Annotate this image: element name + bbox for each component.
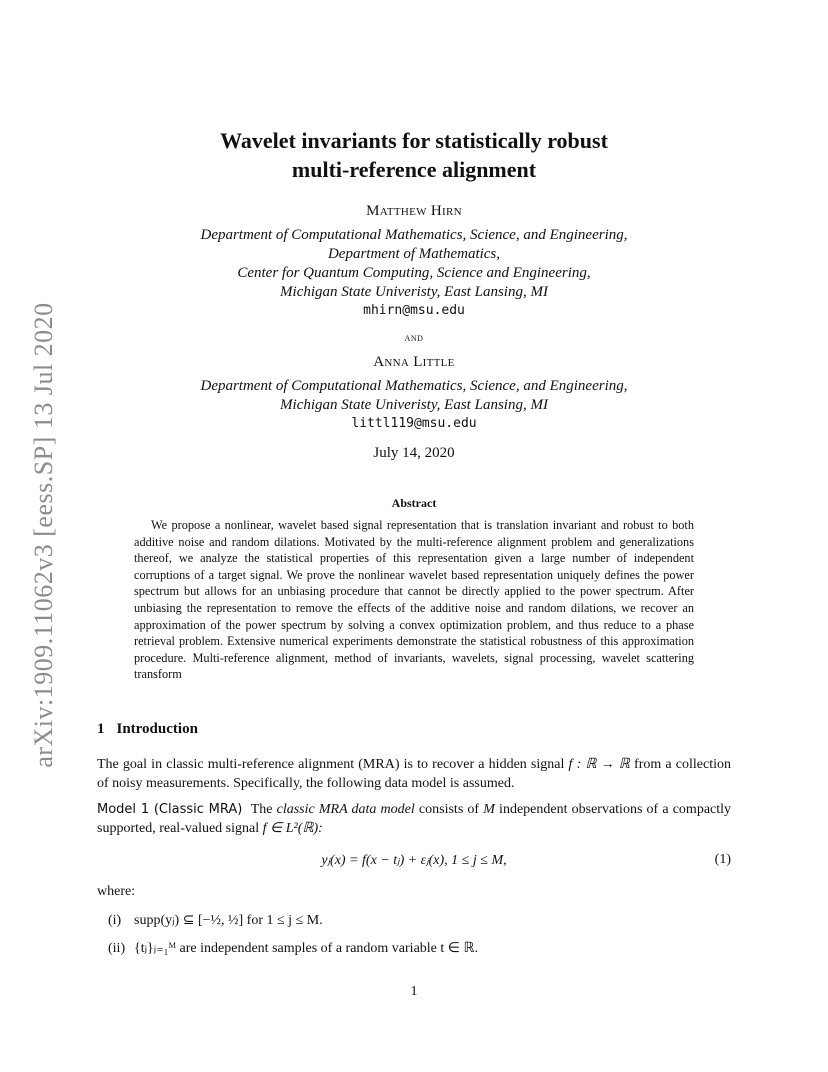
- intro-paragraph: [97, 755, 731, 793]
- condition-label: (i): [108, 913, 122, 928]
- author-affiliation-1: [120, 226, 708, 302]
- author-email-2[interactable]: littl119@msu.edu: [351, 416, 477, 431]
- inline-math: M: [483, 802, 495, 817]
- affiliation-line: Department of Mathematics,: [327, 246, 501, 262]
- title-line-2: multi-reference alignment: [291, 157, 537, 182]
- condition-item: [108, 912, 323, 929]
- author-block-1: [120, 203, 708, 318]
- paper-title: [140, 126, 688, 184]
- affiliation-line: Michigan State Univeristy, East Lansing, MI: [280, 284, 548, 300]
- section-heading-introduction: [97, 721, 198, 738]
- model-text: independent observations of a compactly supported, real-valued signal: [97, 802, 732, 836]
- model-label: Model 1 (Classic MRA): [97, 802, 243, 817]
- where-text: where:: [97, 884, 136, 899]
- model-emphasis: classic MRA data model: [276, 802, 415, 817]
- affiliation-line: Michigan State Univeristy, East Lansing, MI: [280, 397, 548, 413]
- and-separator: and: [404, 330, 424, 344]
- condition-label: (ii): [108, 941, 126, 956]
- condition-text: {tⱼ}ⱼ₌₁ᴹ are independent samples of a random variable t ∈ ℝ.: [134, 941, 479, 956]
- affiliation-line: Center for Quantum Computing, Science and Engineering,: [237, 265, 591, 281]
- condition-item: [108, 940, 478, 957]
- inline-math: f ∈ L²(ℝ):: [262, 821, 323, 836]
- author-name-2: Anna Little: [373, 354, 455, 370]
- abstract-heading: Abstract: [391, 496, 437, 510]
- arxiv-stamp: arXiv:1909.11062v3 [eess.SP] 13 Jul 2020: [29, 302, 58, 768]
- model-text: The: [250, 802, 277, 817]
- equation-number: (1): [714, 852, 731, 867]
- author-email-1[interactable]: mhirn@msu.edu: [363, 303, 465, 318]
- condition-text: supp(yⱼ) ⊆ [−½, ½] for 1 ≤ j ≤ M.: [134, 913, 323, 928]
- intro-text: The goal in classic multi-reference alignment (MRA) is to recover a hidden signal: [97, 757, 569, 772]
- model-definition: [97, 800, 731, 838]
- affiliation-line: Department of Computational Mathematics, Science, and Engineering,: [200, 227, 628, 243]
- author-name-1: Matthew Hirn: [366, 203, 462, 219]
- abstract-text: We propose a nonlinear, wavelet based signal representation that is translation invariant and robust to both additive noise and random dilations. Motivated by the multi-reference alignment problem and generalizations thereof, we analyze the statistical properties of this representation given a large number of independent corruptions of a target signal. We prove the nonlinear wavelet based representation uniquely defines the power spectrum but allows for an unbiasing procedure that cannot be directly applied to the power spectrum. After unbiasing the representation to remove the effects of the additive noise and random dilations, we recover an approximation of the power spectrum by solving a convex optimization problem, and thus reduce to a phase retrieval problem. Extensive numerical experiments demonstrate the statistical robustness of this approximation procedure. Multi-reference alignment, method of invariants, wavelets, signal processing, wavelet scattering transform: [134, 518, 694, 682]
- section-title: Introduction: [116, 721, 198, 737]
- model-text: consists of: [414, 802, 484, 817]
- section-number: 1: [97, 721, 105, 737]
- affiliation-line: Department of Computational Mathematics, Science, and Engineering,: [200, 378, 628, 394]
- intro-text: from a collection of noisy measurements. Specifically, the following data model is assumed.: [97, 757, 732, 791]
- page-number: 1: [410, 984, 418, 999]
- title-line-1: Wavelet invariants for statistically robust: [220, 128, 608, 153]
- author-block-2: [120, 354, 708, 431]
- equation-body: yⱼ(x) = f(x − tⱼ) + εⱼ(x), 1 ≤ j ≤ M,: [321, 853, 507, 868]
- inline-math: f : ℝ → ℝ: [568, 757, 630, 772]
- paper-date: July 14, 2020: [373, 445, 455, 461]
- author-affiliation-2: [120, 377, 708, 415]
